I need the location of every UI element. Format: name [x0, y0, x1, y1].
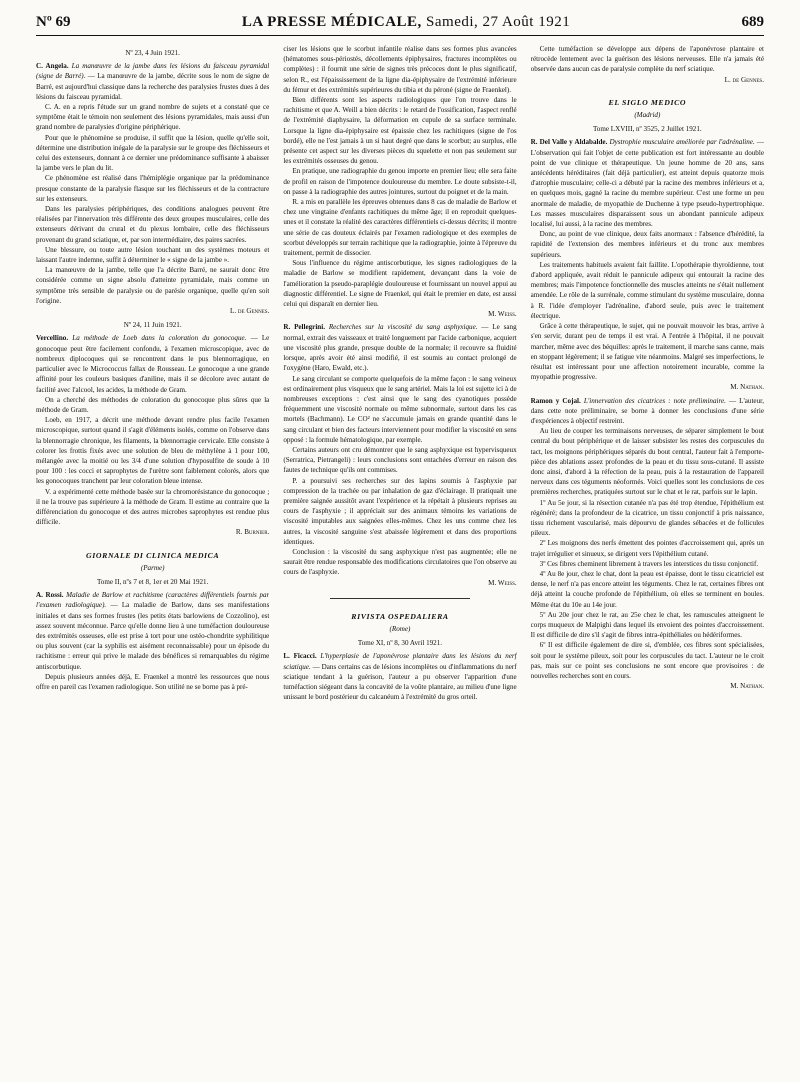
numbered-conclusion: 5º Au 20e jour chez le rat, au 25e chez le chat, les ramuscules atteignent le corps muqueux de Malpighi dans lequel ils envoient des pointes d'accroissement. Il est difficile de dire s'il s'agit de fibres intra-épithéliales ou hédériformes.	[530, 610, 764, 640]
numbered-conclusion: 2º Les moignons des nerfs émettent des pointes d'accroissement qui, après un trajet irrégulier et sinueux, se dirigent vers l'épithélium cutané.	[530, 539, 764, 558]
article-author: Vercellino.	[36, 334, 69, 343]
paragraph: — Le gonocoque peut être facilement confondu, à l'examen microscopique, avec de nombreux diplocoques qui se rencontrent dans le pus blennorragique, en particulier avec le Micrococcus fallax de Rousseau. Le gonocoque a une grande affinité pour les couleurs basiques d'aniline, mais il se décolore avec autant de facilité avec l'alcool, les acides, la méthode de Gram.	[36, 334, 270, 394]
paragraph: Dans les paralysies périphériques, des conditions analogues peuvent être réalisées par l'innervation très différente des deux groupes musculaires, celle des extenseurs dérivant du crural et du plexus lombaire, celle des fléchisseurs provenant du grand sciatique, et, par son intermédiaire, des paires sacrées.	[36, 205, 270, 244]
article-title: Recherches sur la viscosité du sang asphyxique.	[325, 323, 478, 332]
article-title: Maladie de Barlow et rachitisme (caractères différentiels fournis par l'examen radiologique).	[36, 591, 270, 610]
paragraph: Certains auteurs ont cru démontrer que le sang asphyxique est hypervisqueux (Serratrica, Pietrangeli) : leurs conclusions sont entachées d'erreur en raison des fautes de technique qu'ils ont commises.	[283, 445, 517, 475]
paragraph: — L'auteur, dans cette note préliminaire, se borne à donner les conclusions d'une série d'expériences à objectif restreint.	[530, 396, 764, 425]
article-author: R. Pellegrini.	[283, 323, 325, 332]
paragraph: ciser les lésions que le scorbut infantile réalise dans ses formes plus avancées (hématomes sous-périostés, décollements épiphysaires, fractures incomplètes ou complètes) : il fournit une série de signes très précoces dont le plus significatif, selon R., est l'épaississement de la ligne dia-épiphysaire de l'extrémité inférieure du fémur et des extrémités supérieures du tibia et du péroné (signe de Fraenkel).	[283, 45, 517, 94]
signature: M. Nathan.	[730, 383, 764, 392]
article-del-valle	[531, 137, 764, 229]
paragraph: — L'observation qui fait l'objet de cette publication est fort intéressante au double point de vue clinique et thérapeutique. Un jeune homme de 20 ans, sans antécédents héréditaires (fait déjà particulier), est atteint depuis quatorze mois d'atrophie musculaire; celle-ci a débuté par la racine des membres inférieurs et a, en quelques mois, gagné la racine du membre supérieur. C'est une forme un peu anormale de maladie, de myopathie de Duchenne à type pseudo-hypertrophique. Les masses musculaires disparaissent sous un abondant pannicule adipeux localisé, lui aussi, à la racine des membres.	[530, 138, 764, 229]
paragraph: V. a expérimenté cette méthode basée sur la chromorésistance du gonocoque ; il ne la trouve pas supérieure à la méthode de Gram. Il estime au contraire que la différenciation du gonocoque et des autres microbes saprophytes est rendue plus difficile.	[36, 487, 270, 527]
journal-city: (Parme)	[140, 563, 165, 572]
paragraph: Une blessure, ou toute autre lésion touchant un des systèmes moteurs et laissant l'autre indemne, suffit à déterminer le « signe de la jambe ».	[36, 245, 270, 265]
article-ficacci	[283, 651, 516, 702]
journal-heading: GIORNALE DI CLINICA MEDICA	[86, 550, 220, 560]
paragraph: — La manœuvre de la jambe, décrite sous le nom de signe de Barré, est aujourd'hui classique dans la recherche des paralysies frustes dues à des lésions du faisceau pyramidal.	[36, 72, 270, 101]
paragraph: Bien différents sont les aspects radiologiques que l'on trouve dans le rachitisme et que A. Weill a bien décrits : le retard de l'ossification, l'aspect renflé de l'extrémité diaphysaire, la déformation en cupule de sa surface terminale. Lorsque la ligne dia-épiphysaire est épaissie chez les rachitiques (signe de l'os bordé), elle ne l'est jamais à un si haut degré que dans le scorbut; au surplus, elle présente cet aspect sur les diverses pièces du squelette et non pas seulement sur les extrémités osseuses du genou.	[283, 96, 517, 166]
paragraph: — Le sang normal, extrait des vaisseaux et traité longuement par l'acide carbonique, acquiert une viscosité plus grande, presque double de la normale; il recouvre sa fluidité lorsque, après avoir été ainsi modifié, il est soumis au contact prolongé de l'oxygène (Haro, Ewald, etc.).	[283, 323, 517, 373]
article-title: La manœuvre de la jambe dans les lésions du faisceau pyramidal (signe de Barré).	[36, 62, 270, 81]
paragraph: La manœuvre de la jambe, telle que l'a décrite Barré, ne saurait donc être considérée comme un signe absolu d'atteinte pyramidale, mais comme un symptôme très sensible de paralysie ou de parésie organique, quelle qu'en soit l'origine.	[36, 266, 270, 305]
section-divider	[330, 598, 470, 599]
paragraph: Conclusion : la viscosité du sang asphyxique n'est pas augmentée; elle ne saurait être rendue responsable des modifications circulatoires que l'on observe au cours de l'asphyxie.	[283, 547, 517, 577]
journal-name: LA PRESSE MÉDICALE,	[241, 14, 422, 30]
issue-line: Tome II, nºs 7 et 8, 1er et 20 Mai 1921.	[96, 577, 209, 586]
article-ramon-y-cojal	[531, 396, 764, 427]
paragraph: C. A. en a repris l'étude sur un grand nombre de sujets et a constaté que ce symptôme était le témoin non seulement des lésions pyramidales, mais aussi d'un grand nombre de paralysies d'origine périphérique.	[36, 103, 270, 132]
issue-line: Nº 23, 4 Juin 1921.	[125, 49, 180, 57]
numbered-conclusion: 1º Au 5e jour, si la résection cutanée n'a pas été trop étendue, l'épithélium est régénéré; dans la profondeur de la cicatrice, un tissu conjonctif à pris naissance, tissu richement vascularisé, mais dépourvu de glandes sébacées et de follicules pileux.	[530, 498, 764, 538]
numbered-conclusion: 4º Au 8e jour, chez le chat, dont la peau est épaisse, dont le tissu cicatriciel est dense, le nerf n'a pas encore atteint les téguments. Chez le rat, certaines fibres ont déjà atteint la couche profonde de l'épithélium, où elles se terminent en boules. Même état du 10e au 14e jour.	[530, 569, 764, 609]
page-number-left: Nº 69	[36, 14, 71, 30]
paragraph: Les traitements habituels avaient fait faillite. L'opothérapie thyroïdienne, tout d'abord appliquée, avait réduit le pannicule adipeux qui entourait la racine des membres; mais l'impotence fonctionnelle des muscles atteints ne s'était nullement amendée. Le rôle de la surrénale, comme stimulant du système musculaire, donna à R. l'idée d'employer l'adrénaline, d'abord seule, puis avec le traitement électrique.	[530, 260, 764, 320]
journal-heading: EL SIGLO MEDICO	[608, 97, 687, 107]
column-2	[283, 44, 516, 1074]
issue-date: Samedi, 27 Août 1921	[421, 14, 571, 30]
paragraph: Pour que le phénomène se produise, il suffit que la lésion, quelle qu'elle soit, détermine une distribution inégale de la paralysie sur le groupe des fléchisseurs et celui des extenseurs, donnant à ce dernier une prédominance suffisante à abaisser la jambe vers le plan du lit.	[36, 133, 270, 173]
page-number-right: 689	[741, 14, 764, 30]
numbered-conclusion: 6º Il est difficile également de dire si, d'emblée, ces fibres sont spécialisées, soit pour le système pileux, soit pour les corpuscules du tact. L'auteur ne le croit pas, mais sur ce point ses conclusions ne sont encore que provisoires : de nouvelles recherches sont en cours.	[530, 641, 764, 680]
paragraph: Le sang circulant se comporte quelquefois de la même façon : le sang veineux est ordinairement plus visqueux que le sang artériel. Mais la loi est sujette ici à de nombreuses exceptions : c'est ainsi que le sang des cyanotiques possède fréquemment une viscosité normale ou même subnormale, surtout dans les cas mortels (Bachmann). Le CO² ne s'accumule jamais en grande quantité dans le sang circulant et bien des facteurs interviennent pour modifier la viscosité en sens opposé : la formule hématologique, par exemple.	[283, 374, 517, 444]
paragraph: — Dans certains cas de lésions incomplètes ou d'inflammations du nerf sciatique tendant à la guérison, l'auteur a pu observer l'apparition d'une tuméfaction siégeant dans la concavité de la voûte plantaire, au milieu d'une ligne unissant le bord postérieur du calcanéum à l'extrémité du gros orteil.	[283, 662, 517, 702]
page-header	[36, 14, 764, 36]
article-author: Ramon y Cojal.	[530, 396, 581, 405]
article-rossi	[36, 590, 269, 672]
article-angela	[36, 61, 269, 102]
journal-city: (Madrid)	[634, 111, 661, 120]
column-1	[36, 44, 269, 1074]
article-vercellino	[36, 333, 269, 394]
paragraph: Grâce à cette thérapeutique, le sujet, qui ne pouvait mouvoir les bras, arrive à s'en servir, durant peu de temps il est vrai. A l'entrée à l'hôpital, il ne pouvait marcher, même avec des béquilles: après le traitement, il marche sans canne, mais en stoppant légèrement; il se fatigue vite néanmoins. Malgré ses imperfections, le résultat est intéressant pour une affection notoirement incurable, comme la myopathie progressive.	[530, 322, 764, 382]
paragraph: Ce phénomène est réalisé dans l'hémiplégie organique par la prédominance presque constante de la paralysie flasque sur les fléchisseurs et de la contracture sur les extenseurs.	[36, 174, 270, 203]
paragraph: — La maladie de Barlow, dans ses manifestations initiales et dans ses formes frustes (les petits états barlowiens de Cozzolino), est assez souvent méconnue. Parce qu'elle donne lieu à une tuméfaction douloureuse des extrémités osseuses, elle est prise à tort pour une ostéo-chondrite syphilitique ou plus souvent (car la syphilis est aisément reconnaissable) pour un épisode du rachitisme : erreur qui prive le malade des bénéfices si remarquables du régime antiscorbutique.	[36, 601, 270, 671]
article-title: L'innervation des cicatrices : note préliminaire.	[580, 396, 726, 405]
numbered-conclusion: 3º Ces fibres cheminent librement à travers les interstices du tissu conjonctif.	[539, 559, 759, 568]
article-author: R. Del Valle y Aldabalde.	[530, 138, 608, 147]
article-author: L. Ficacci.	[283, 652, 317, 661]
paragraph: Au lieu de couper les terminaisons nerveuses, de séparer simplement le bout central du bout périphérique et de laisser subsister les restes des corpuscules du tact, les moignons périphériques séparés du bout central, l'auteur fait à l'emporte-pièce des ablations assez profondes de la peau et du tissu sous-cutané. Il assiste donc ainsi, d'abord à la réfection de la peau, puis à la restauration de l'appareil nerveux dans ces téguments néoformés. Voici quelles sont les conclusions de ces premières recherches, pratiquées surtout sur le chat et le rat, parfois sur le lapin.	[530, 427, 764, 497]
signature: M. Weiss.	[488, 310, 517, 319]
issue-line: Nº 24, 11 Juin 1921.	[123, 321, 182, 330]
signature: R. Burnier.	[235, 528, 270, 537]
paragraph: R. a mis en parallèle les épreuves obtenues dans 8 cas de maladie de Barlow et chez une vingtaine d'enfants rachitiques du même âge; il en reproduit quelques-unes et il constate la réalité des caractères différentiels ci-dessus décrits; il montre une série de cas douteux éclairés par l'examen radiologique et des exemples de scorbut développés sur terrain rachitique que la radiographie, jointe à l'épreuve du traitement, permit de dissocier.	[283, 198, 517, 258]
running-title	[242, 14, 570, 31]
paragraph: On a cherché des méthodes de coloration du gonocoque plus sûres que la méthode de Gram.	[36, 395, 270, 414]
paragraph: Depuis plusieurs années déjà, E. Fraenkel a montré les ressources que nous offre en pareil cas l'examen radiologique. Son utilité ne se borne pas à pré-	[36, 672, 270, 691]
paragraph: En pratique, une radiographie du genou importe en premier lieu; elle sera faite de profil en raison de l'impotence douloureuse du membre. Le doute subsiste-t-il, on passe à la radiographie des autres jointures, surtout du poignet et de la main.	[283, 167, 517, 196]
article-title: Dystrophie musculaire améliorée par l'adrénaline.	[607, 138, 755, 147]
signature: M. Weiss.	[488, 578, 517, 587]
issue-line: Tome LXVIII, nº 3525, 2 Juillet 1921.	[592, 125, 702, 134]
text-columns	[36, 44, 764, 1074]
journal-city: (Rome)	[389, 624, 411, 633]
article-title: La méthode de Loeb dans la coloration du gonocoque.	[68, 334, 247, 343]
signature: L. de Gennes.	[230, 307, 270, 316]
signature: M. Nathan.	[730, 682, 764, 691]
paragraph: Cette tuméfaction se développe aux dépens de l'aponévrose plantaire et rétrocède lentement avec la guérison des lésions nerveuses. Elle n'a jamais été observée dans aucun cas de paralysie complète du nerf sciatique.	[530, 45, 764, 74]
paragraph: Loeb, en 1917, a décrit une méthode devant rendre plus facile l'examen microscopique, surtout quand il s'agit d'éléments isolés, comme on l'observe dans la blennorragie chronique, les filaments, la blennorragie cervicale. Elle consiste à colorer les frottis fixés avec une solution de bleu de méthylène à 1 pour 100, mélangée avec la moitié ou les 3/4 d'une solution d'hyposulfite de soude à 10 pour 100 : les cocci et saprophytes de l'urètre sont faiblement colorés, alors que les gonocoques tranchent par leur coloration bleue intense.	[36, 416, 270, 486]
article-author: C. Angela.	[36, 62, 69, 71]
article-title: L'hyperplasie de l'aponévrose plantaire dans les lésions du nerf sciatique.	[283, 652, 517, 671]
issue-line: Tome XI, nº 8, 30 Avril 1921.	[357, 639, 443, 648]
paragraph: Donc, au point de vue clinique, deux faits anormaux : l'absence d'hérédité, la rapidité de l'extension des membres inférieurs et du tronc aux membres supérieurs.	[530, 230, 764, 259]
signature: L. de Gennes.	[724, 75, 764, 84]
paragraph: Sous l'influence du régime antiscorbutique, les signes radiologiques de la maladie de Barlow se modifient rapidement, devançant dans la voie de l'amélioration la pseudo-paraplégie douloureuse et fournissant un nouvel appui au diagnostic différentiel. Le signe de Fraenkel, qui était le premier en date, est aussi celui qui disparaît en dernier lieu.	[283, 259, 517, 309]
journal-heading: RIVISTA OSPEDALIERA	[351, 611, 449, 621]
paragraph: P. a poursuivi ses recherches sur des lapins soumis à l'asphyxie par compression de la trachée ou par inhalation de gaz d'éclairage. Il pratiquait une première saignée aussitôt avant l'expérience et la répétait à plusieurs reprises au cours de l'asphyxie ; il appréciait sur des animaux témoins les variations de viscosité imputables aux saignées elles-mêmes. Chez les uns comme chez les autres, la viscosité sanguine s'est abaissée légèrement et dans des proportions identiques.	[283, 476, 517, 546]
article-pellegrini	[283, 322, 516, 373]
article-author: A. Rossi.	[36, 591, 64, 600]
column-3	[531, 44, 764, 1074]
